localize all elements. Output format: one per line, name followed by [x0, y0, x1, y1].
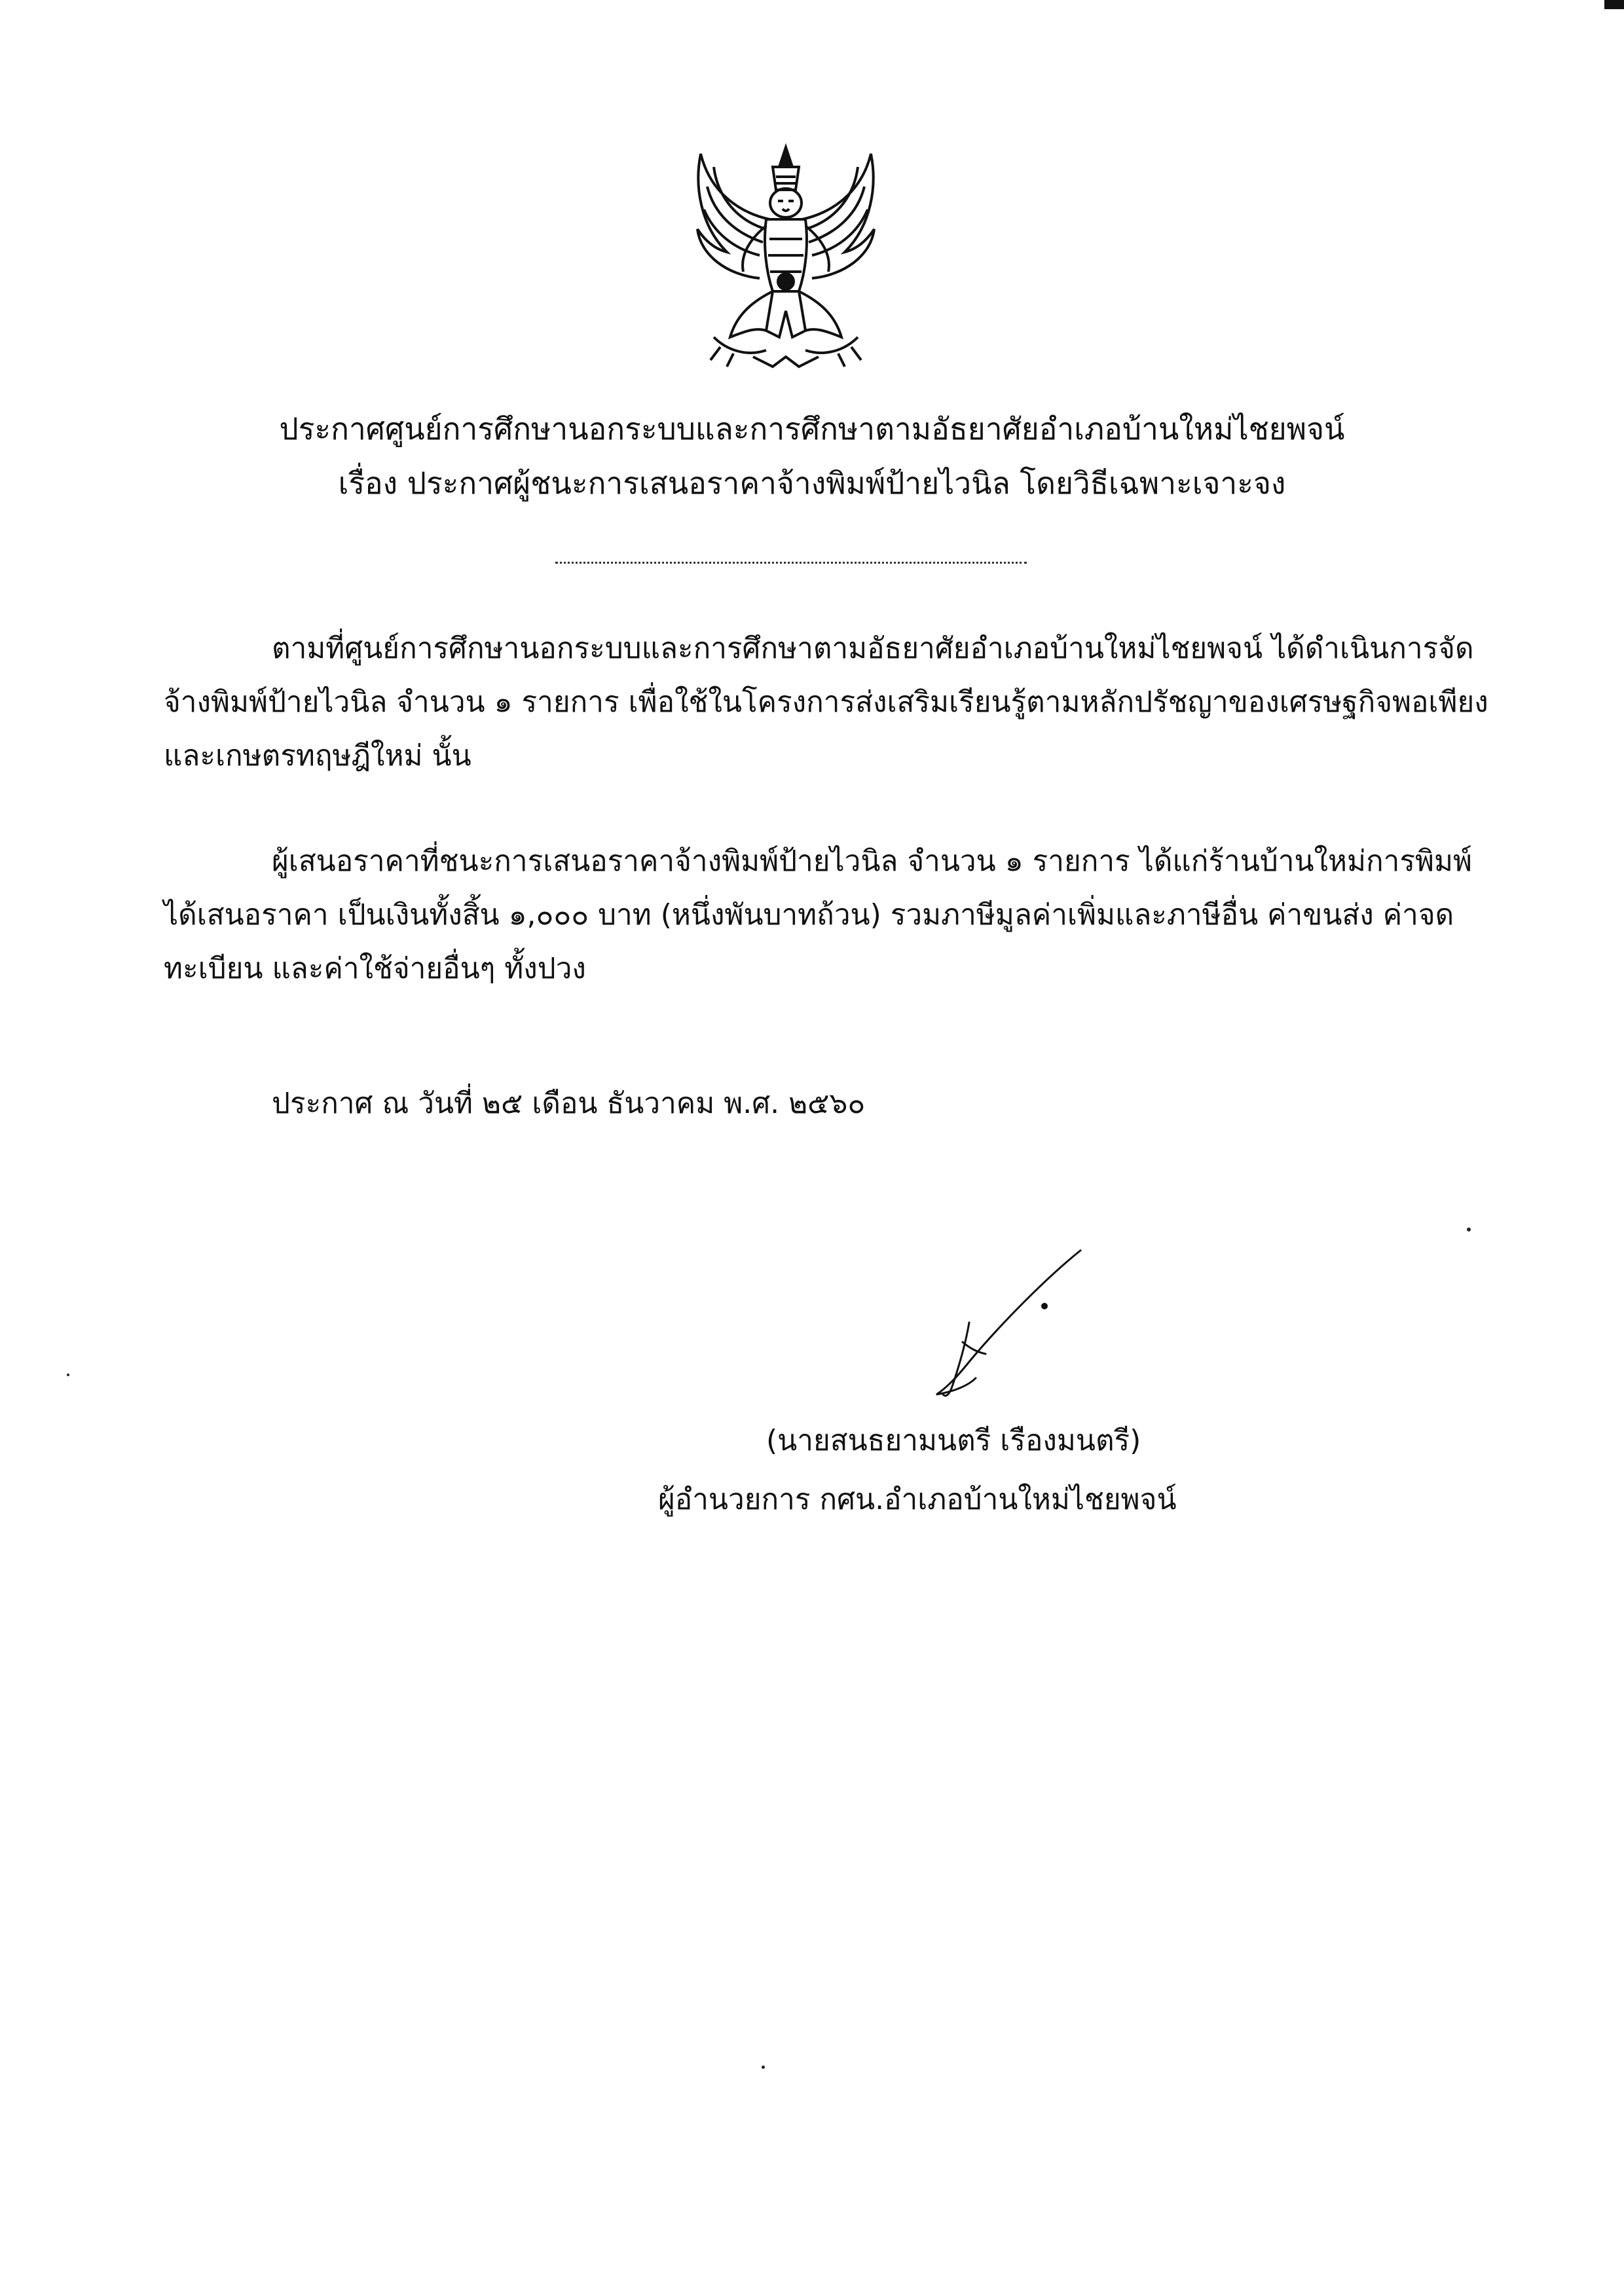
paragraph-line: ทะเบียน และค่าใช้จ่ายอื่นๆ ทั้งปวง: [164, 952, 586, 985]
paragraph-line: ได้เสนอราคา เป็นเงินทั้งสิ้น ๑,๐๐๐ บาท (หนึ่งพันบาทถ้วน) รวมภาษีมูลค่าเพิ่มและภาษีอื่น ค่าขนส่ง ค่าจด: [164, 898, 1454, 932]
garuda-emblem-icon: [674, 141, 897, 370]
announcement-heading: ประกาศศูนย์การศึกษานอกระบบและการศึกษาตามอัธยาศัยอำเภอบ้านใหม่ไชยพจน์: [279, 411, 1345, 446]
signatory-name: (นายสนธยามนตรี เรืองมนตรี): [766, 1424, 1141, 1457]
paragraph-line: จ้างพิมพ์ป้ายไวนิล จำนวน ๑ รายการ เพื่อใช้ในโครงการส่งเสริมเรียนรู้ตามหลักปรัชญาของเศรษฐกิจพอเพียง: [164, 685, 1488, 719]
scan-speck: [1467, 1228, 1471, 1231]
scan-corner-mark: [1604, 0, 1624, 9]
paragraph-line: ผู้เสนอราคาที่ชนะการเสนอราคาจ้างพิมพ์ป้ายไวนิล จำนวน ๑ รายการ ได้แก่ร้านบ้านใหม่การพิมพ์: [272, 845, 1473, 878]
paragraph-line: ตามที่ศูนย์การศึกษานอกระบบและการศึกษาตามอัธยาศัยอำเภอบ้านใหม่ไชยพจน์ ได้ดำเนินการจัด: [272, 632, 1474, 665]
announcement-date: ประกาศ ณ วันที่ ๒๕ เดือน ธันวาคม พ.ศ. ๒๕๖๐: [272, 1087, 866, 1120]
signatory-position: ผู้อำนวยการ กศน.อำเภอบ้านใหม่ไชยพจน์: [658, 1483, 1177, 1516]
scan-speck: [67, 1374, 69, 1376]
handwritten-signature: [897, 1244, 1094, 1401]
paragraph-winner: [164, 835, 1473, 996]
paragraph-line: และเกษตรทฤษฎีใหม่ นั้น: [164, 739, 471, 773]
dotted-divider: [555, 562, 1027, 564]
paragraph-background: [164, 622, 1488, 783]
announcement-subject: เรื่อง ประกาศผู้ชนะการเสนอราคาจ้างพิมพ์ป้ายไวนิล โดยวิธีเฉพาะเจาะจง: [338, 465, 1286, 501]
scan-speck: [762, 2066, 765, 2069]
